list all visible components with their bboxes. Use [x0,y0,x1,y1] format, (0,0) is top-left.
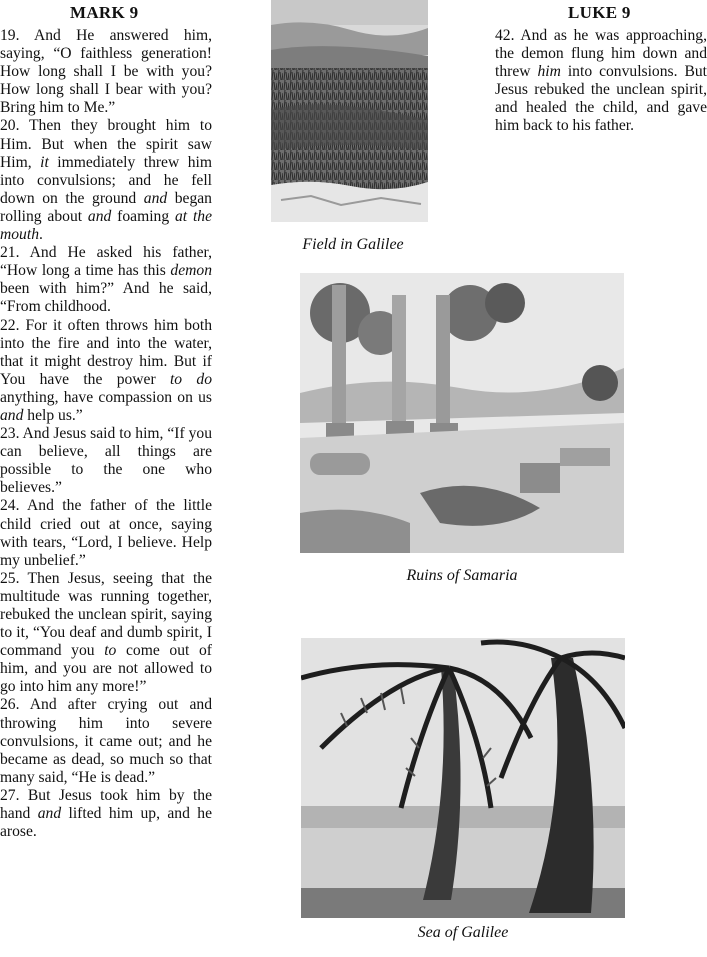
luke-heading: LUKE 9 [568,3,631,22]
mark-verse: 22. For it often throws him both into the fire and into the water, that it might destroy him. But if You have the power to do anything, have compassion on us and help us.” [0,316,212,424]
mark-verse: 27. But Jesus took him by the hand and lifted him up, and he arose. [0,786,212,841]
mark-verse: 23. And Jesus said to him, “If you can believe, all things are possible to the one who believes.” [0,425,212,497]
mark-heading: MARK 9 [70,3,139,22]
luke-verses [495,27,707,136]
field-caption: Field in Galilee [302,236,404,253]
ruins-caption: Ruins of Samaria [406,567,518,584]
mark-verse: 19. And He answered him, saying, “O faithless generation! How long shall I be with you? How long shall I bear with you? Bring him to Me.” [0,27,212,117]
mark-verse: 21. And He asked his father, “How long a time has this demon been with him?” And he said, “From childhood. [0,244,212,316]
luke-verse: 42. And as he was approaching, the demon flung him down and threw him into convulsions. But Jesus rebuked the unclean spirit, and healed the child, and gave him back to his father. [495,27,707,135]
palms-photo [301,638,625,918]
mark-verse: 26. And after crying out and throwing him into severe convulsions, it came out; and he became as dead, so much so that many said, “He is dead.” [0,696,212,786]
palms-caption: Sea of Galilee [417,924,509,941]
mark-verse: 20. Then they brought him to Him. But when the spirit saw Him, it immediately threw him into convulsions; and he fell down on the ground and began rolling about and foaming at the mouth. [0,117,212,244]
mark-verse: 25. Then Jesus, seeing that the multitude was running together, rebuked the unclean spirit, saying to it, “You deaf and dumb spirit, I command you to come out of him, and you are not allowed to go into him any more!” [0,569,212,696]
mark-verses [0,27,212,841]
ruins-photo [300,273,624,553]
mark-verse: 24. And the father of the little child cried out at once, saying with tears, “Lord, I believe. Help my unbelief.” [0,497,212,569]
field-photo [271,0,428,222]
